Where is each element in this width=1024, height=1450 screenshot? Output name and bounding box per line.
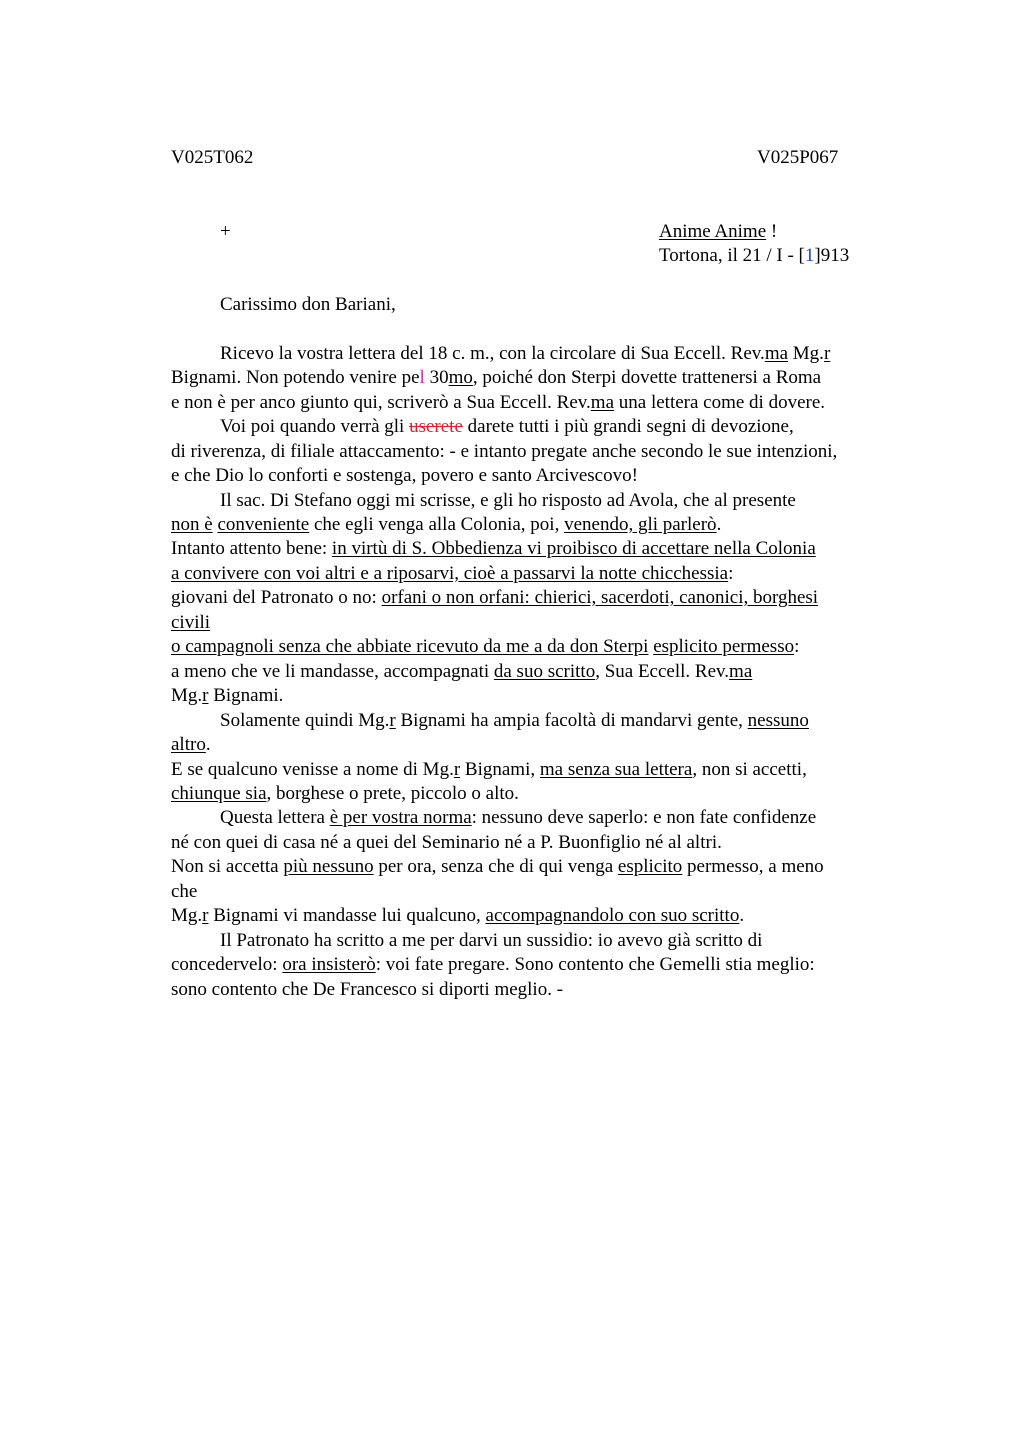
l4a: Voi poi quando verrà gli xyxy=(220,416,410,437)
l24d: accompagnandolo con suo scritto xyxy=(485,905,740,926)
l10a: a convivere con voi altri e a riposarvi, cioè a passarvi la notte chicchessia xyxy=(171,563,729,584)
l10b: : xyxy=(728,563,734,584)
l22b: più nessuno xyxy=(283,856,374,877)
body-line-20 xyxy=(220,806,816,831)
l17a: altro xyxy=(171,734,206,755)
body-line-21: né con quei di casa né a quei del Seminario né a P. Buonfiglio né al altri. xyxy=(171,832,722,853)
l2e: , poiché don Sterpi dovette trattenersi a Roma xyxy=(472,367,822,388)
body-line-22 xyxy=(171,855,824,880)
motto-text: Anime Anime xyxy=(659,221,767,242)
l1d: r xyxy=(823,343,831,364)
body-line-6: e che Dio lo conforti e sostenga, povero e santo Arcivescovo! xyxy=(171,465,638,486)
l15c: Bignami. xyxy=(208,685,284,706)
l20b: è per vostra norma xyxy=(329,807,472,828)
l26a: concedervelo: xyxy=(171,954,283,975)
l19a: chiunque sia xyxy=(171,783,267,804)
body-line-13 xyxy=(171,635,799,660)
l14b: da suo scritto xyxy=(493,661,596,682)
l8d: che egli venga alla Colonia, poi, xyxy=(309,514,565,535)
l8f: . xyxy=(716,514,722,535)
body-line-23: che xyxy=(171,881,198,902)
l22c: per ora, senza che di qui venga xyxy=(373,856,618,877)
l13c: esplicito permesso xyxy=(653,636,795,657)
body-line-4 xyxy=(220,415,794,440)
l18e: , non si accetti, xyxy=(692,759,807,780)
body-line-1 xyxy=(220,342,830,367)
l26c: : voi fate pregare. Sono contento che Gemelli stia meglio: xyxy=(375,954,815,975)
body-line-12 xyxy=(171,611,210,636)
body-line-26 xyxy=(171,953,815,978)
l3c: una lettera come di dovere. xyxy=(614,392,826,413)
l18a: E se qualcuno venisse a nome di Mg. xyxy=(171,759,454,780)
body-line-9 xyxy=(171,537,816,562)
body-line-5: di riverenza, di filiale attaccamento: - e intanto pregate anche secondo le sue intenzioni, xyxy=(171,441,838,462)
l12: civili xyxy=(171,612,211,633)
salutation: Carissimo don Bariani, xyxy=(220,294,396,315)
l11a: giovani del Patronato o no: xyxy=(171,587,382,608)
l22a: Non si accetta xyxy=(171,856,284,877)
l1b: ma xyxy=(764,343,789,364)
body-line-25: Il Patronato ha scritto a me per darvi un sussidio: io avevo già scritto di xyxy=(220,930,763,951)
l11b: orfani o non orfani: chierici, sacerdoti, canonici, borghesi xyxy=(381,587,819,608)
l3a: e non è per anco giunto qui, scriverò a Sua Eccell. Rev. xyxy=(171,392,591,413)
l15a: Mg. xyxy=(171,685,203,706)
l24a: Mg. xyxy=(171,905,203,926)
l18c: Bignami, xyxy=(460,759,540,780)
body-line-10 xyxy=(171,562,733,587)
document-code-right: V025P067 xyxy=(757,147,839,168)
l4c: darete tutti i più grandi segni di devozione, xyxy=(462,416,794,437)
l20a: Questa lettera xyxy=(220,807,330,828)
l1a: Ricevo la vostra lettera del 18 c. m., con la circolare di Sua Eccell. Rev. xyxy=(220,343,765,364)
place-date-bracket-digit: 1 xyxy=(804,245,815,266)
body-line-14 xyxy=(171,660,752,685)
l19b: , borghese o prete, piccolo o alto. xyxy=(266,783,519,804)
body-line-19 xyxy=(171,782,519,807)
l16b: r xyxy=(389,710,396,731)
l18d: ma senza sua lettera xyxy=(539,759,693,780)
l8c: conveniente xyxy=(217,514,310,535)
l22e: permesso, a meno xyxy=(682,856,824,877)
l9b: in virtù di S. Obbedienza vi proibisco di accettare nella Colonia xyxy=(331,538,816,559)
cross-symbol: + xyxy=(220,221,231,242)
body-line-7: Il sac. Di Stefano oggi mi scrisse, e gli ho risposto ad Avola, che al presente xyxy=(220,490,796,511)
l4b-deleted: userete xyxy=(409,416,463,437)
body-line-18 xyxy=(171,758,807,783)
l2b: l xyxy=(419,367,425,388)
l14a: a meno che ve li mandasse, accompagnati xyxy=(171,661,494,682)
body-line-16 xyxy=(220,709,809,734)
l14d: ma xyxy=(729,661,753,682)
l8a: non è xyxy=(171,514,213,535)
motto xyxy=(659,220,777,245)
body-line-27: sono contento che De Francesco si diporti meglio. - xyxy=(171,979,564,1000)
place-date xyxy=(659,244,849,269)
l24e: . xyxy=(739,905,745,926)
l14c: , Sua Eccell. Rev. xyxy=(595,661,730,682)
l20c: : nessuno deve saperlo: e non fate confidenze xyxy=(471,807,817,828)
place-date-b: ]913 xyxy=(814,245,850,266)
l9a: Intanto attento bene: xyxy=(171,538,332,559)
l15b: r xyxy=(202,685,209,706)
body-line-24 xyxy=(171,904,744,929)
l3b: ma xyxy=(590,392,615,413)
l16d: nessuno xyxy=(747,710,809,731)
l18b: r xyxy=(453,759,461,780)
l26b: ora insisterò xyxy=(282,954,376,975)
place-date-a: Tortona, il 21 / I - [ xyxy=(659,245,805,266)
body-line-3 xyxy=(171,391,825,416)
body-line-15 xyxy=(171,684,283,709)
l13d: : xyxy=(794,636,800,657)
l2c: 30 xyxy=(424,367,449,388)
l2a: Bignami. Non potendo venire pe xyxy=(171,367,420,388)
l16c: Bignami ha ampia facoltà di mandarvi gente, xyxy=(395,710,748,731)
l24b: r xyxy=(202,905,209,926)
body-line-8 xyxy=(171,513,721,538)
body-line-2 xyxy=(171,366,821,391)
l22d: esplicito xyxy=(617,856,683,877)
l1c: Mg. xyxy=(788,343,824,364)
motto-end: ! xyxy=(766,221,778,242)
l16a: Solamente quindi Mg. xyxy=(220,710,390,731)
l2d: mo xyxy=(448,367,473,388)
body-line-11 xyxy=(171,586,818,611)
body-line-17 xyxy=(171,733,211,758)
l13a: o campagnoli senza che abbiate ricevuto da me a da don Sterpi xyxy=(171,636,649,657)
l24c: Bignami vi mandasse lui qualcuno, xyxy=(208,905,486,926)
l17b: . xyxy=(205,734,211,755)
document-code-left: V025T062 xyxy=(171,147,254,168)
l8e: venendo, gli parlerò xyxy=(564,514,717,535)
